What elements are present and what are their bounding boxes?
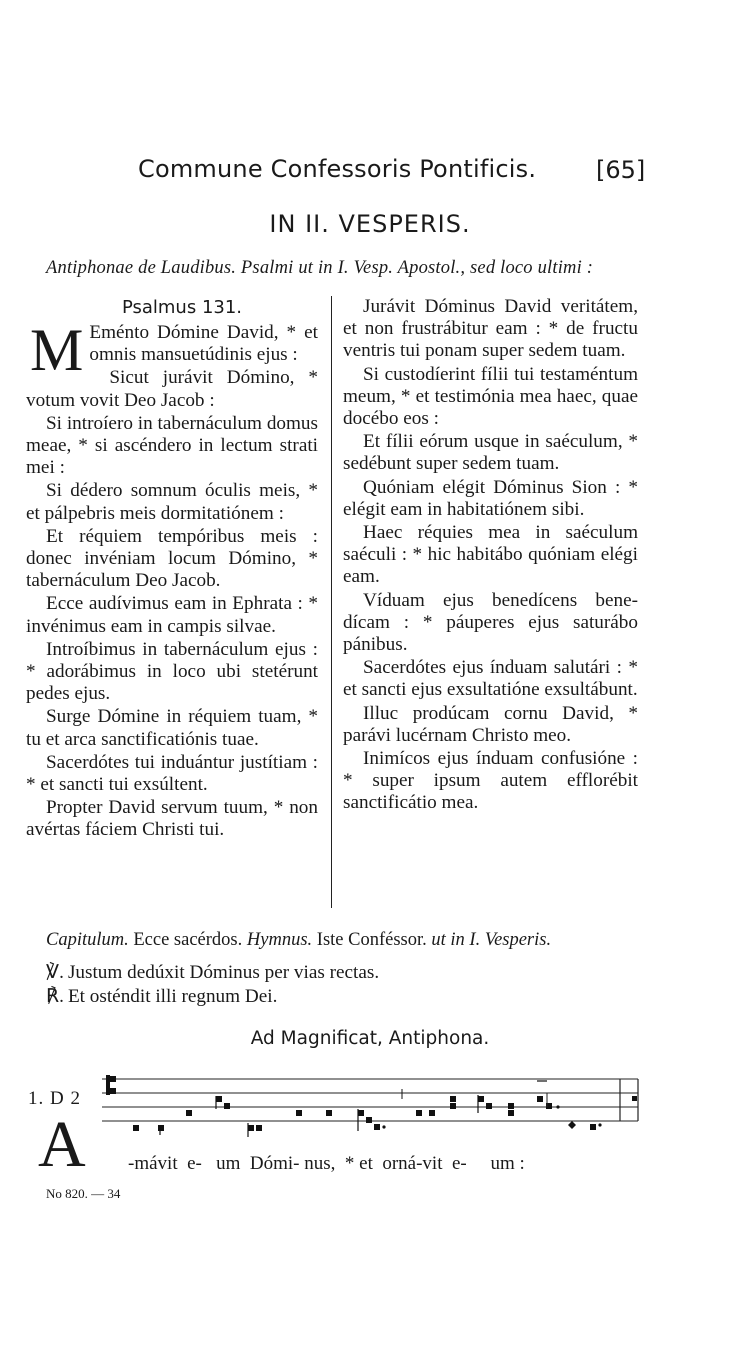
antiphon-lyrics: -mávit e- um Dómi- nus, * et orná-vit e- um : [128,1153,525,1174]
psalm-verse: Sicut jurávit Dómino, * votum vovit Deo Jacob : [26,367,318,411]
response-symbol: ℟. [46,986,64,1007]
versicle-symbol: ℣. [46,962,64,983]
psalm-verse: Jurávit Dóminus David veritátem, et non frustrábitur eam : * de fructu ventris tui ponam super sedem tuam. [343,296,638,362]
psalm-verse: Víduam ejus benedícens benedícam : * páuperes ejus saturábo pánibus. [343,589,638,656]
psalm-verse: Quóniam elégit Dóminus Sion : * elégit eam in habitatiónem sibi. [343,476,638,520]
psalm-verse: Introíbimus in tabernáculum ejus : * adorábimus in loco ubi stetérunt pedes ejus. [26,638,318,705]
drop-cap: M [30,317,84,383]
hymn-text: Iste Conféssor. [316,930,427,950]
psalm-verse: Si custodíerint fílii tui testaméntum meum, * et testimónia mea haec, quae docébo eos : [343,363,638,430]
capitulum-reference: ut in I. Vesperis. [431,930,552,950]
running-title: Commune Confessoris Pontificis. [138,155,537,183]
psalm-verse: Sacerdótes tui induántur justítiam : * et sancti tui exsúltent. [26,751,318,796]
antiphon-heading: Ad Magnificat, Antiphona. [250,1028,490,1049]
neumes [133,1081,637,1137]
psalm-verse: Et réquiem tempóribus meis : donec invéniam locum Dómino, * tabernáculum Deo Jacob. [26,525,318,592]
versicle-text: Justum dedúxit Dóminus per vias rectas. [67,962,380,983]
clef [106,1075,116,1095]
psalm-verse: Haec réquies mea in saéculum saéculi : * hic habitábo quóniam elégi eam. [343,522,638,588]
response-text: Et osténdit illi regnum Dei. [67,986,278,1007]
psalm-verse: Si introíero in tabernáculum domus meae, * si ascéndero in lectum strati mei : [26,412,318,479]
mode-label: 1. D 2 [28,1088,81,1109]
psalm-verse: Inimícos ejus índuam confusióne : * super ipsum autem efflorébit sanctificátio mea. [343,748,638,814]
psalm-verse: Ecce audívimus eam in Ephrata : * invénimus eam in campis silvae. [26,593,318,637]
psalm-verse: Propter David servum tuum, * non avértas fáciem Christi tui. [26,797,318,841]
psalm-verse: Illuc prodúcam cornu David, * parávi lucérnam Christo meo. [343,702,638,746]
column-divider [331,296,332,908]
staff-lines [102,1079,638,1121]
hymn-label: Hymnus. [246,930,313,950]
office-title: IN II. VESPERIS. [269,210,471,238]
psalm-left-column [26,296,318,843]
antiphon-initial: A [38,1108,86,1181]
psalm-verse: Si dédero somnum óculis meis, * et pálpebris meis dormitatiónem : [26,480,318,524]
versicle [46,960,379,984]
psalm-verse: M Eménto Dómine David, * et omnis mansuetúdinis ejus : [30,317,318,383]
left-verses [26,317,318,842]
psalm-verse: Surge Dómine in réquiem tuam, * tu et arca sanctificatiónis tuae. [26,706,318,750]
capitulum-label: Capitulum. [46,930,129,950]
bar-lines [547,1079,638,1121]
chant-staff [100,1065,640,1143]
capitulum-line [46,930,551,951]
capitulum-text: Ecce sacérdos. [133,930,243,950]
psalm-verse: Sacerdótes ejus índuam salutári : * et sancti ejus exsultatióne exsultábunt. [343,657,638,701]
printer-signature: No 820. — 34 [46,1186,121,1201]
rubric: Antiphonae de Laudibus. Psalmi ut in I. Vesp. Apostol., sed loco ultimi : [46,258,594,278]
response [46,984,277,1008]
page-number: [65] [596,156,646,184]
psalm-heading: Psalmus 131. [121,297,243,318]
psalm-right-column [343,296,638,816]
psalm-verse: Et fílii eórum usque in saéculum, * sedébunt super sedem tuam. [343,431,638,475]
